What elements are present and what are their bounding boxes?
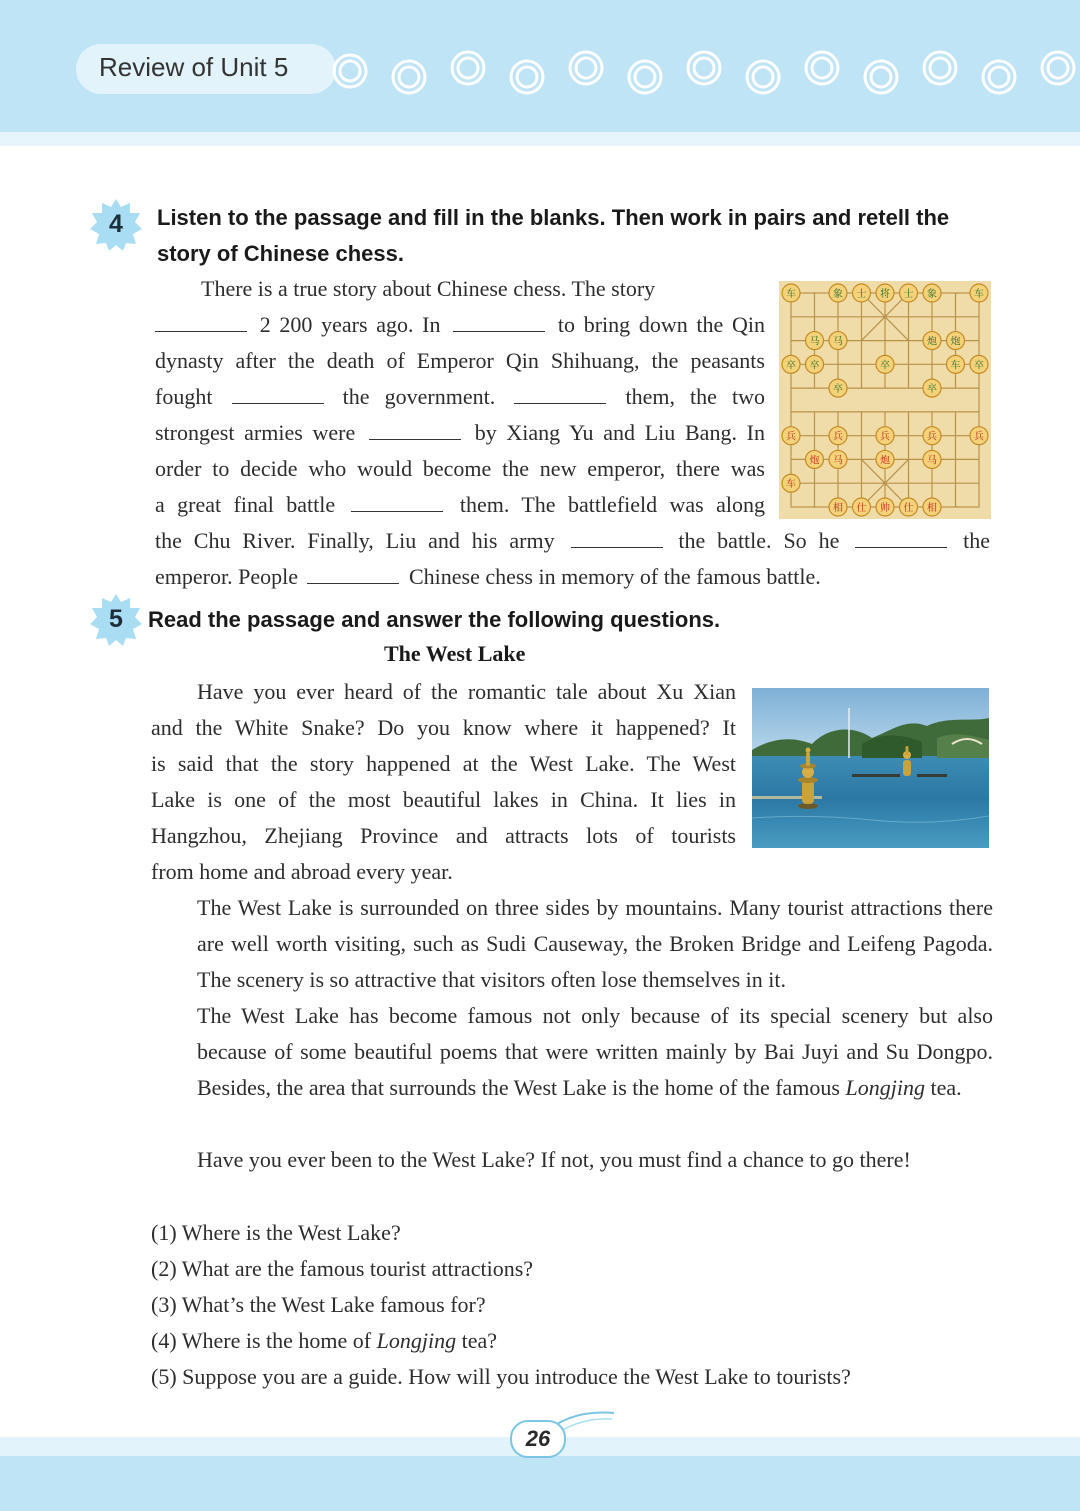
passage-text: by Xiang Yu and Liu Bang. In <box>474 420 765 445</box>
chess-piece-label: 炮 <box>809 455 820 467</box>
passage-text: dynasty after the death of Emperor Qin Shihuang, the peasants <box>155 348 765 373</box>
passage-line <box>155 271 765 307</box>
passage-line: and the White Snake? Do you know where it happened? It <box>151 715 736 740</box>
blank-5[interactable] <box>369 419 461 440</box>
ring-icon <box>812 58 832 78</box>
blank-1[interactable] <box>155 311 247 332</box>
section-5-number: 5 <box>109 605 123 633</box>
question-5: (5) Suppose you are a guide. How will you introduce the West Lake to tourists? <box>151 1364 851 1389</box>
section-4-instruction: Listen to the passage and fill in the blanks. Then work in pairs and retell the story of Chinese chess. <box>157 205 950 266</box>
passage-text: fought <box>155 384 213 409</box>
passage-text: the <box>963 528 991 553</box>
passage-line <box>155 523 990 559</box>
chess-piece-label: 兵 <box>833 431 843 443</box>
chess-piece-label: 炮 <box>927 336 937 348</box>
unit-title: Review of Unit 5 <box>99 52 289 82</box>
section-4-passage-top <box>155 271 765 523</box>
chess-piece-label: 马 <box>927 455 937 467</box>
ring-icon <box>517 67 537 87</box>
chess-piece-label: 象 <box>833 289 843 300</box>
chessboard-svg <box>779 281 991 519</box>
passage-main: The West Lake has become famous not only because of its special scenery but also because of some beautiful poems that were written mainly by Bai Juyi and Su Dongpo. Besides, the area that surrounds the West Lake is the home of the famous <box>197 1003 993 1100</box>
west-lake-paragraph-1 <box>151 674 736 890</box>
blank-9[interactable] <box>307 563 399 584</box>
passage-line: from home and abroad every year. <box>151 859 453 884</box>
passage-text: 2 200 years ago. In <box>259 312 441 337</box>
chess-piece-label: 兵 <box>786 431 796 443</box>
header-strip <box>0 132 1080 146</box>
question-4 <box>151 1328 497 1354</box>
chess-piece-label: 仕 <box>903 503 914 515</box>
question-1: (1) Where is the West Lake? <box>151 1220 401 1245</box>
chess-piece-label: 车 <box>974 289 984 300</box>
chess-piece-label: 马 <box>833 336 843 348</box>
chess-piece-label: 马 <box>809 336 820 348</box>
passage-text: a great final battle <box>155 492 336 517</box>
west-lake-paragraph-3 <box>151 998 993 1106</box>
chess-piece-label: 卒 <box>809 360 820 372</box>
blank-2[interactable] <box>453 311 545 332</box>
blank-6[interactable] <box>351 491 443 512</box>
passage-line: Hangzhou, Zhejiang Province and attracts lots of tourists <box>151 823 736 848</box>
passage-text: them, the two <box>625 384 766 409</box>
passage-text: the battle. So he <box>678 528 840 553</box>
passage-text: to bring down the Qin <box>557 312 766 337</box>
chess-piece-label: 车 <box>786 479 796 491</box>
section-5-instruction: Read the passage and answer the following questions. <box>148 607 721 632</box>
chess-piece-label: 炮 <box>950 336 961 348</box>
ring-icon <box>576 58 596 78</box>
passage-text: them. The battlefield was along <box>459 492 765 517</box>
chess-piece-label: 兵 <box>927 431 937 443</box>
chinese-chess-board-image <box>779 281 991 519</box>
chess-piece-label: 卒 <box>880 360 890 372</box>
ring-icon <box>989 67 1009 87</box>
decorative-rings <box>0 0 1080 132</box>
west-lake-paragraph-2 <box>151 890 993 998</box>
question-2: (2) What are the famous tourist attractions? <box>151 1256 534 1281</box>
passage-text: the Chu River. Finally, Liu and his army <box>155 528 555 553</box>
longjing-italic: Longjing <box>845 1075 925 1100</box>
question-4-end: tea? <box>461 1328 498 1353</box>
ring-icon <box>753 67 773 87</box>
story-title: The West Lake <box>384 641 526 666</box>
chess-piece-label: 士 <box>856 289 867 300</box>
passage-line: Have you ever heard of the romantic tale about Xu Xian <box>197 679 736 704</box>
chess-piece-label: 相 <box>927 503 937 515</box>
ring-icon <box>635 67 655 87</box>
chess-piece-label: 相 <box>833 503 843 515</box>
west-lake-paragraph-4 <box>151 1142 993 1178</box>
ring-icon <box>340 61 360 81</box>
chess-piece-label: 马 <box>833 455 843 467</box>
passage-text: strongest armies were <box>155 420 356 445</box>
chess-piece-label: 卒 <box>833 384 843 396</box>
passage-line <box>155 451 765 487</box>
chess-piece-label: 卒 <box>974 360 984 372</box>
passage-line: is said that the story happened at the West Lake. The West <box>151 751 736 776</box>
question-4-italic: Longjing <box>376 1328 457 1353</box>
chess-piece-label: 兵 <box>880 431 890 443</box>
ring-icon <box>694 58 714 78</box>
passage-text: order to decide who would become the new emperor, there was <box>155 456 765 481</box>
ring-icon <box>1048 58 1068 78</box>
passage-line <box>155 487 765 523</box>
page-number: 26 <box>510 1420 566 1458</box>
passage-line <box>155 559 990 595</box>
section-4-passage-bottom <box>155 523 990 595</box>
question-3: (3) What’s the West Lake famous for? <box>151 1292 486 1317</box>
chess-piece-label: 卒 <box>786 360 796 372</box>
passage-text: The West Lake is surrounded on three sides by mountains. Many tourist attractions there are well worth visiting, such as Sudi Causeway, the Broken Bridge and Leifeng Pagoda. The scenery is so attractive that visitors often lose themselves in it. <box>197 895 993 992</box>
passage-line <box>155 379 765 415</box>
passage-text <box>151 998 993 1106</box>
ring-icon <box>871 67 891 87</box>
ring-icon <box>399 67 419 87</box>
footer-band <box>0 1456 1080 1511</box>
chess-piece-label: 卒 <box>927 384 937 396</box>
ring-icon <box>930 58 950 78</box>
passage-line: Lake is one of the most beautiful lakes in China. It lies in <box>151 787 736 812</box>
west-lake-photo <box>752 688 989 848</box>
section-4-number: 4 <box>109 210 123 238</box>
chess-piece-label: 仕 <box>856 503 867 515</box>
passage-text: There is a true story about Chinese chess. The story <box>201 276 656 301</box>
passage-text: emperor. People <box>155 564 298 589</box>
blank-8[interactable] <box>855 527 947 548</box>
passage-text: Chinese chess in memory of the famous battle. <box>408 564 821 589</box>
passage-text: Have you ever been to the West Lake? If not, you must find a chance to go there! <box>197 1147 911 1172</box>
passage-text: the government. <box>342 384 496 409</box>
passage-line <box>155 343 765 379</box>
passage-line <box>155 307 765 343</box>
ring-icon <box>458 58 478 78</box>
chess-piece-label: 车 <box>950 360 961 372</box>
chess-piece-label: 士 <box>903 289 914 300</box>
chess-piece-label: 兵 <box>974 431 984 443</box>
chess-piece-label: 车 <box>786 289 796 300</box>
chess-piece-label: 将 <box>880 289 890 300</box>
blank-3[interactable] <box>232 383 324 404</box>
blank-7[interactable] <box>571 527 663 548</box>
chess-piece-label: 象 <box>927 289 937 300</box>
passage-line <box>155 415 765 451</box>
question-4-text: (4) Where is the home of <box>151 1328 372 1353</box>
blank-4[interactable] <box>514 383 606 404</box>
chess-piece-label: 帅 <box>880 503 890 515</box>
passage-end: tea. <box>930 1075 962 1100</box>
chess-piece-label: 炮 <box>880 455 890 467</box>
